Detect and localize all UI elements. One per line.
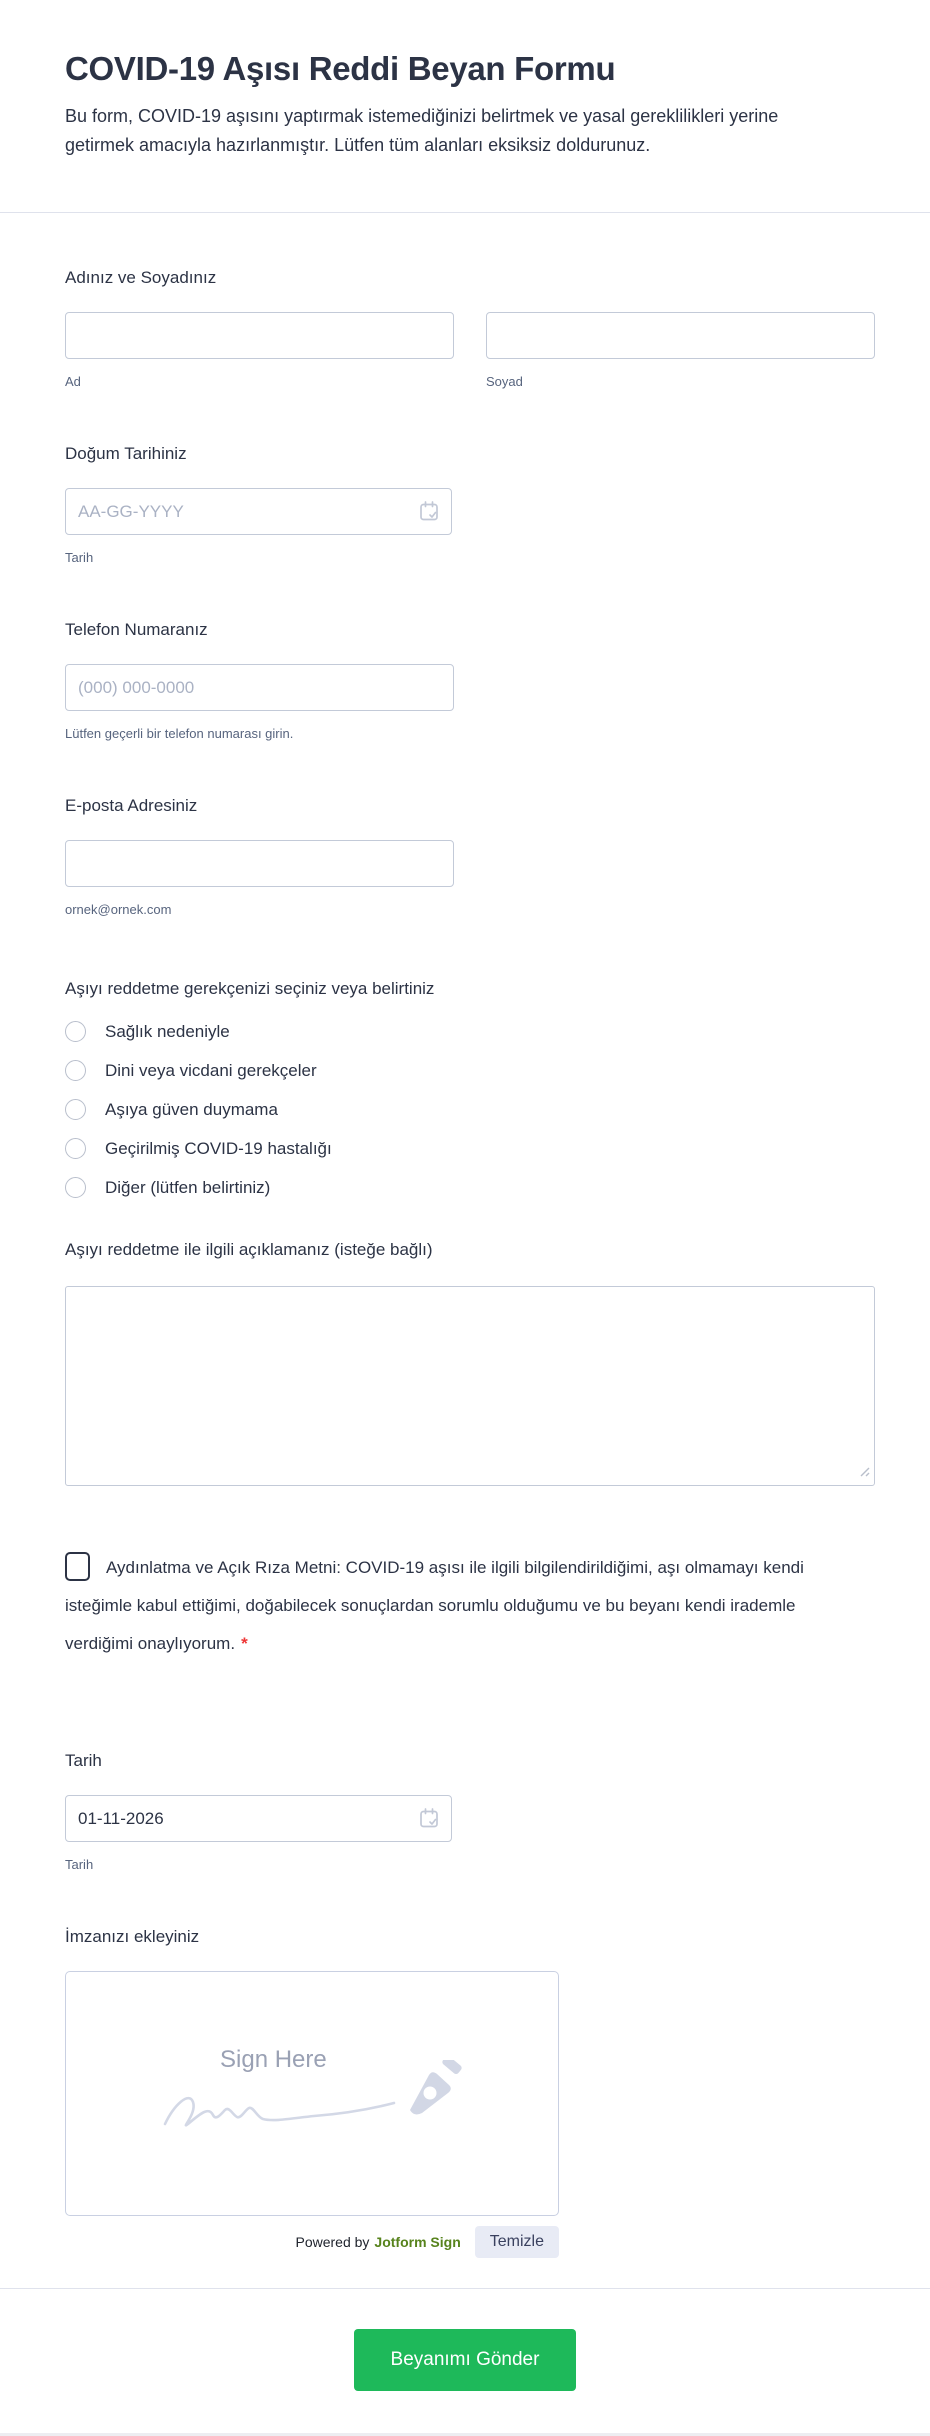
field-email — [65, 796, 875, 917]
radio-button-icon[interactable] — [65, 1099, 86, 1120]
phone-input[interactable] — [65, 664, 454, 711]
phone-sublabel: Lütfen geçerli bir telefon numarası girin. — [65, 726, 294, 742]
field-birthdate — [65, 444, 875, 565]
form-header — [0, 0, 930, 160]
field-date — [65, 1751, 875, 1872]
birthdate-label: Doğum Tarihiniz — [65, 444, 187, 464]
last-name-sublabel: Soyad — [486, 374, 523, 390]
phone-label: Telefon Numaranız — [65, 620, 208, 640]
fullname-label: Adınız ve Soyadınız — [65, 268, 217, 288]
submit-button[interactable]: Beyanımı Gönder — [354, 2329, 576, 2391]
email-sublabel: ornek@ornek.com — [65, 902, 172, 918]
header-divider — [0, 212, 930, 213]
date-sublabel: Tarih — [65, 1857, 94, 1873]
birthdate-input[interactable] — [65, 488, 452, 535]
signature-label: İmzanızı ekleyiniz — [65, 1927, 200, 1947]
radio-button-icon[interactable] — [65, 1021, 86, 1042]
field-signature — [65, 1927, 875, 2258]
form-body — [0, 268, 930, 2258]
birthdate-sublabel: Tarih — [65, 550, 94, 566]
radio-option-other[interactable]: Diğer (lütfen belirtiniz) — [65, 1177, 875, 1198]
last-name-input[interactable] — [486, 312, 875, 359]
powered-by-text: Powered by — [295, 2234, 370, 2251]
date-input[interactable] — [65, 1795, 452, 1842]
field-fullname — [65, 268, 875, 389]
field-refusal-reason — [65, 979, 875, 1198]
required-asterisk: * — [241, 1634, 248, 1654]
radio-option-distrust[interactable]: Aşıya güven duymama — [65, 1099, 875, 1120]
explanation-textarea[interactable] — [65, 1286, 875, 1486]
radio-option-religious[interactable]: Dini veya vicdani gerekçeler — [65, 1060, 875, 1081]
signature-placeholder — [162, 2046, 462, 2142]
radio-button-icon[interactable] — [65, 1177, 86, 1198]
form-footer — [0, 2289, 930, 2433]
signature-pad[interactable] — [65, 1971, 559, 2216]
consent-block — [65, 1549, 810, 1663]
field-phone — [65, 620, 875, 741]
field-explanation — [65, 1240, 875, 1491]
form-description: Bu form, COVID-19 aşısını yaptırmak istemediğinizi belirtmek ve yasal gereklilikleri yerine getirmek amacıyla hazırlanmıştır. Lütfen tüm alanları eksiksiz doldurunuz. — [65, 106, 779, 156]
pen-nib-icon — [402, 2060, 462, 2123]
consent-checkbox[interactable] — [65, 1552, 90, 1581]
radio-button-icon[interactable] — [65, 1060, 86, 1081]
explanation-label: Aşıyı reddetme ile ilgili açıklamanız (isteğe bağlı) — [65, 1240, 433, 1260]
signature-footer — [65, 2226, 559, 2258]
radio-option-past-covid[interactable]: Geçirilmiş COVID-19 hastalığı — [65, 1138, 875, 1159]
radio-button-icon[interactable] — [65, 1138, 86, 1159]
refusal-reason-label: Aşıyı reddetme gerekçenizi seçiniz veya belirtiniz — [65, 979, 435, 999]
date-label: Tarih — [65, 1751, 102, 1771]
email-input[interactable] — [65, 840, 454, 887]
sign-here-text: Sign Here — [220, 2045, 327, 2073]
first-name-input[interactable] — [65, 312, 454, 359]
first-name-sublabel: Ad — [65, 374, 81, 390]
email-label: E-posta Adresiniz — [65, 796, 198, 816]
page-title: COVID-19 Aşısı Reddi Beyan Formu — [65, 50, 616, 87]
radio-option-health[interactable]: Sağlık nedeniyle — [65, 1021, 875, 1042]
consent-text: Aydınlatma ve Açık Rıza Metni: COVID-19 aşısı ile ilgili bilgilendirildiğimi, aşı olmamayı kendi isteğimle kabul ettiğimi, doğabilecek sonuçlardan sorumlu olduğumu ve bu beyanı kendi irademle verdiğimi onaylıyorum. — [65, 1558, 804, 1654]
refusal-reason-options — [65, 1021, 875, 1198]
clear-signature-button[interactable]: Temizle — [475, 2226, 559, 2258]
jotform-sign-brand: Jotform Sign — [374, 2234, 461, 2251]
signature-squiggle-icon — [162, 2077, 397, 2138]
